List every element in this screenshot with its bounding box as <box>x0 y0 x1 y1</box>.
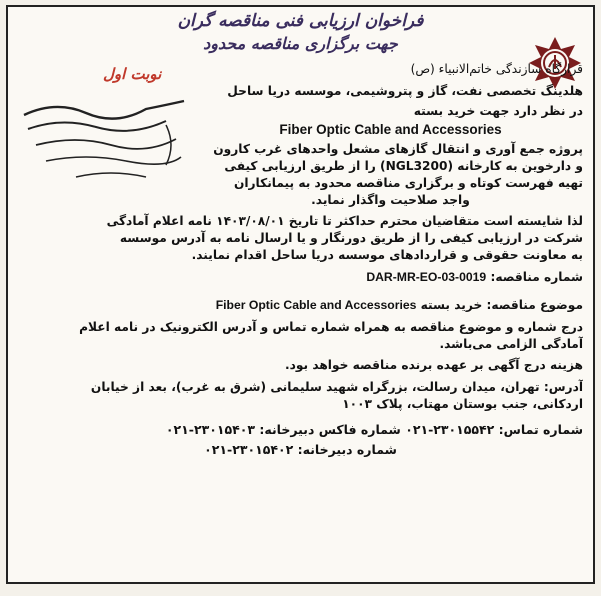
tender-notice <box>6 5 595 584</box>
note-paragraph: درج شماره و موضوع مناقصه به همراه شماره تماس و آدرس الکترونیک در نامه اعلام آمادگی الزامی می‌باشد. <box>79 320 583 351</box>
holding-block: هلدینگ تخصصی نفت، گاز و پتروشیمی، موسسه دریا ساحل <box>227 84 583 98</box>
issuer-handwritten-logo <box>16 95 191 195</box>
notice-subtitle: جهت برگزاری مناقصه محدود <box>203 34 398 53</box>
notice-title: فراخوان ارزیابی فنی مناقصه گران <box>177 11 424 31</box>
round-badge: نوبت اول <box>103 65 162 83</box>
subject-label: موضوع مناقصه: خرید بسته <box>420 298 583 312</box>
project-description: پروژه جمع آوری و انتقال گازهای مشعل واحدهای غرب کارون و دارخوین به کارخانه (NGL3200) را از طریق ارزیابی کیفی تهیه فهرست کوتاه و برگزاری مناقصه محدود به پیمانکاران واجد صلاحیت واگذار نماید. <box>213 142 583 207</box>
subject-value: Fiber Optic Cable and Accessories <box>215 298 417 312</box>
subject-row <box>18 297 583 314</box>
intent-line: در نظر دارد جهت خرید بسته <box>413 104 583 118</box>
ad-cost-line: هزینه درج آگهی بر عهده برنده مناقصه خواهد بود. <box>284 358 583 372</box>
tender-number: DAR-MR-EO-03-0019 <box>366 270 487 284</box>
tender-number-label: شماره مناقصه: <box>490 270 583 284</box>
secretariat-line: شماره دبیرخانه: ۲۳۰۱۵۴۰۲-۰۲۱ <box>204 442 397 457</box>
request-paragraph: لذا شایسته است متقاضیان محترم حداکثر تا تاریخ ۱۴۰۳/۰۸/۰۱ نامه اعلام آمادگی شرکت در ارزیابی کیفی را از طریق دورنگار و یا ارسال نامه به آدرس موسسه به معاونت حقوقی و قراردادهای موسسه دریا ساحل اقدام نمایند. <box>106 214 583 262</box>
address-block: آدرس: تهران، میدان رسالت، بزرگراه شهید سلیمانی (شرق به غرب)، بعد از خیابان اردکانی، جنب بوستان مهتاب، پلاک ۱۰۰۳ <box>90 380 583 411</box>
tender-number-row <box>208 269 583 286</box>
package-name: Fiber Optic Cable and Accessories <box>279 122 502 137</box>
issuer-line: قرارگاه سازندگی خاتم‌الانبیاء (ص) <box>410 62 583 76</box>
contact-line: شماره تماس: ۲۳۰۱۵۵۴۲-۰۲۱ شماره فاکس دبیرخانه: ۲۳۰۱۵۴۰۳-۰۲۱ <box>165 422 583 437</box>
